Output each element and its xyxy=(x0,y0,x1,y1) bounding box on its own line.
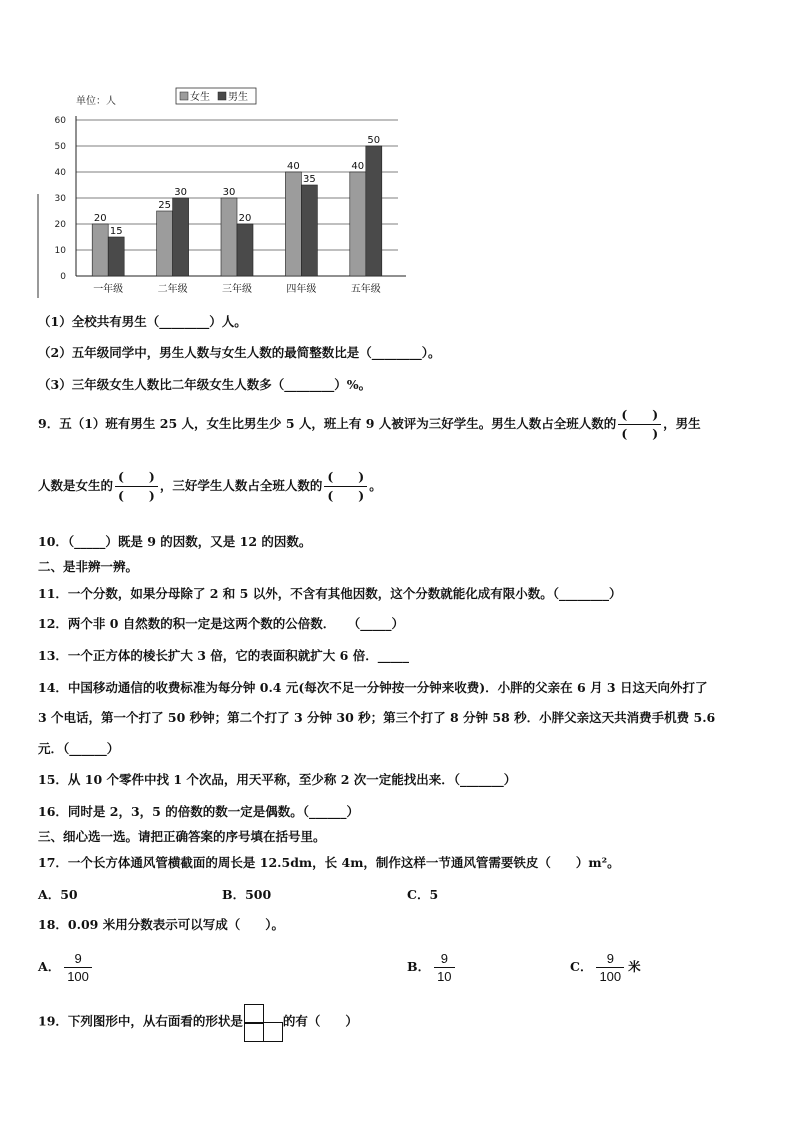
bar-value-label: 20 xyxy=(238,213,252,224)
question-9-line-2 xyxy=(38,468,382,505)
bar-value-label: 30 xyxy=(222,187,236,198)
question-9-text-b: ，男生 xyxy=(663,416,701,431)
bar xyxy=(173,198,189,276)
legend-swatch xyxy=(180,92,188,100)
question-11: 11．一个分数，如果分母除了 2 和 5 以外，不含有其他因数，这个分数就能化成有限小数。（________） xyxy=(38,586,622,601)
bar-value-label: 40 xyxy=(287,161,300,172)
y-tick-label: 30 xyxy=(54,194,66,204)
question-14-line-2: 3 个电话，第一个打了 50 秒钟；第二个打了 3 分钟 30 秒；第三个打了 8 分钟 58 秒．小胖父亲这天共消费手机费 5.6 xyxy=(38,710,716,725)
option-18-b[interactable] xyxy=(407,950,459,985)
bar xyxy=(108,237,124,276)
bar xyxy=(366,146,382,276)
category-label: 四年级 xyxy=(286,284,317,295)
y-tick-label: 60 xyxy=(54,116,66,126)
question-19 xyxy=(38,1004,358,1040)
bar xyxy=(301,185,317,276)
bar-value-label: 20 xyxy=(93,213,107,224)
legend-label: 女生 xyxy=(190,92,210,103)
question-9-text-a: 9．五（1）班有男生 25 人，女生比男生少 5 人，班上有 9 人被评为三好学生。男生人数占全班人数的 xyxy=(38,416,617,431)
legend-label: 男生 xyxy=(228,92,248,103)
fraction-numerator: 9 xyxy=(64,950,92,968)
question-9-line-1 xyxy=(38,406,701,443)
question-19-text-b: 的有（ ） xyxy=(282,1013,358,1029)
option-18-a-label: A． xyxy=(38,959,61,974)
bar xyxy=(237,224,253,276)
unit-meter: 米 xyxy=(628,959,641,974)
question-17: 17．一个长方体通风管横截面的周长是 12.5dm，长 4m，制作这样一节通风管需要铁皮（ ）m²。 xyxy=(38,855,620,870)
y-tick-label: 0 xyxy=(60,272,66,282)
shape-square-bottom-right xyxy=(263,1022,283,1042)
question-15: 15．从 10 个零件中找 1 个次品，用天平称，至少称 2 次一定能找出来．（_______） xyxy=(38,772,517,787)
category-label: 一年级 xyxy=(93,284,124,295)
question-8-1: （1）全校共有男生（________）人。 xyxy=(38,314,247,329)
legend-swatch xyxy=(218,92,226,100)
question-12: 12．两个非 0 自然数的积一定是这两个数的公倍数． （_____） xyxy=(38,616,405,631)
shape-square-bottom-left xyxy=(244,1022,264,1042)
y-tick-label: 10 xyxy=(54,246,66,256)
category-label: 五年级 xyxy=(350,284,381,295)
fraction-denominator: 10 xyxy=(437,969,452,984)
fraction-9-100 xyxy=(64,950,92,985)
fraction-numerator: 9 xyxy=(434,950,454,968)
unit-label: 单位：人 xyxy=(76,96,116,107)
side-view-shape-icon xyxy=(244,1004,282,1040)
shape-square-top-left xyxy=(244,1004,264,1024)
question-8-3: （3）三年级女生人数比二年级女生人数多（________）%。 xyxy=(38,377,372,392)
bar xyxy=(92,224,108,276)
option-17-a[interactable]: A．50 xyxy=(38,887,78,902)
question-18: 18．0.09 米用分数表示可以写成（ ）。 xyxy=(38,917,284,932)
question-8-2: （2）五年级同学中，男生人数与女生人数的最简整数比是（________）。 xyxy=(38,345,441,360)
option-18-c[interactable] xyxy=(570,950,641,985)
question-10: 10．（_____）既是 9 的因数，又是 12 的因数。 xyxy=(38,534,312,549)
blank-fraction-1 xyxy=(618,406,661,443)
bar xyxy=(350,172,366,276)
option-18-c-label: C． xyxy=(570,959,593,974)
bar-value-label: 40 xyxy=(351,161,365,172)
bar xyxy=(285,172,301,276)
option-18-b-label: B． xyxy=(407,959,431,974)
category-label: 二年级 xyxy=(157,284,188,295)
fraction-numerator: 9 xyxy=(596,950,624,968)
fraction-9-100-meter xyxy=(596,950,624,985)
bar-value-label: 30 xyxy=(174,187,187,198)
y-tick-label: 50 xyxy=(54,142,66,152)
blank-numerator: ( ) xyxy=(618,406,661,425)
blank-numerator: ( ) xyxy=(115,468,158,487)
fraction-denominator: 100 xyxy=(67,969,89,984)
question-13: 13．一个正方体的棱长扩大 3 倍，它的表面积就扩大 6 倍．_____ xyxy=(38,648,409,663)
question-9-text-d: ，三好学生人数占全班人数的 xyxy=(159,478,323,493)
question-16: 16．同时是 2，3，5 的倍数的数一定是偶数。（______） xyxy=(38,804,359,819)
section-2-heading: 二、是非辨一辨。 xyxy=(38,559,139,574)
blank-numerator: ( ) xyxy=(324,468,367,487)
section-3-heading: 三、细心选一选。请把正确答案的序号填在括号里。 xyxy=(38,829,326,844)
bar-value-label: 25 xyxy=(158,200,171,211)
bar-value-label: 50 xyxy=(367,135,381,146)
category-label: 三年级 xyxy=(222,284,252,295)
blank-denominator: ( ) xyxy=(327,488,365,503)
question-14-line-3: 元．（______） xyxy=(38,741,120,756)
question-9-text-c: 人数是女生的 xyxy=(38,478,114,493)
option-18-a[interactable] xyxy=(38,950,96,985)
grade-gender-bar-chart xyxy=(36,84,416,300)
y-tick-label: 40 xyxy=(54,168,66,178)
y-tick-label: 20 xyxy=(54,220,66,230)
fraction-denominator: 100 xyxy=(599,969,622,984)
fraction-9-10 xyxy=(434,950,454,985)
bar-value-label: 15 xyxy=(109,226,123,237)
blank-fraction-3 xyxy=(324,468,367,505)
blank-fraction-2 xyxy=(115,468,158,505)
question-14-line-1: 14．中国移动通信的收费标准为每分钟 0.4 元(每次不足一分钟按一分钟来收费)．小胖的父亲在 6 月 3 日这天向外打了 xyxy=(38,680,708,695)
option-17-c[interactable]: C．5 xyxy=(407,887,439,902)
bar-value-label: 35 xyxy=(303,174,316,185)
question-19-text-a: 19．下列图形中，从右面看的形状是 xyxy=(38,1013,243,1029)
blank-denominator: ( ) xyxy=(118,488,155,503)
bar xyxy=(157,211,173,276)
bar xyxy=(221,198,237,276)
blank-denominator: ( ) xyxy=(621,426,659,441)
option-17-b[interactable]: B．500 xyxy=(222,887,272,902)
question-9-text-e: 。 xyxy=(369,478,382,493)
